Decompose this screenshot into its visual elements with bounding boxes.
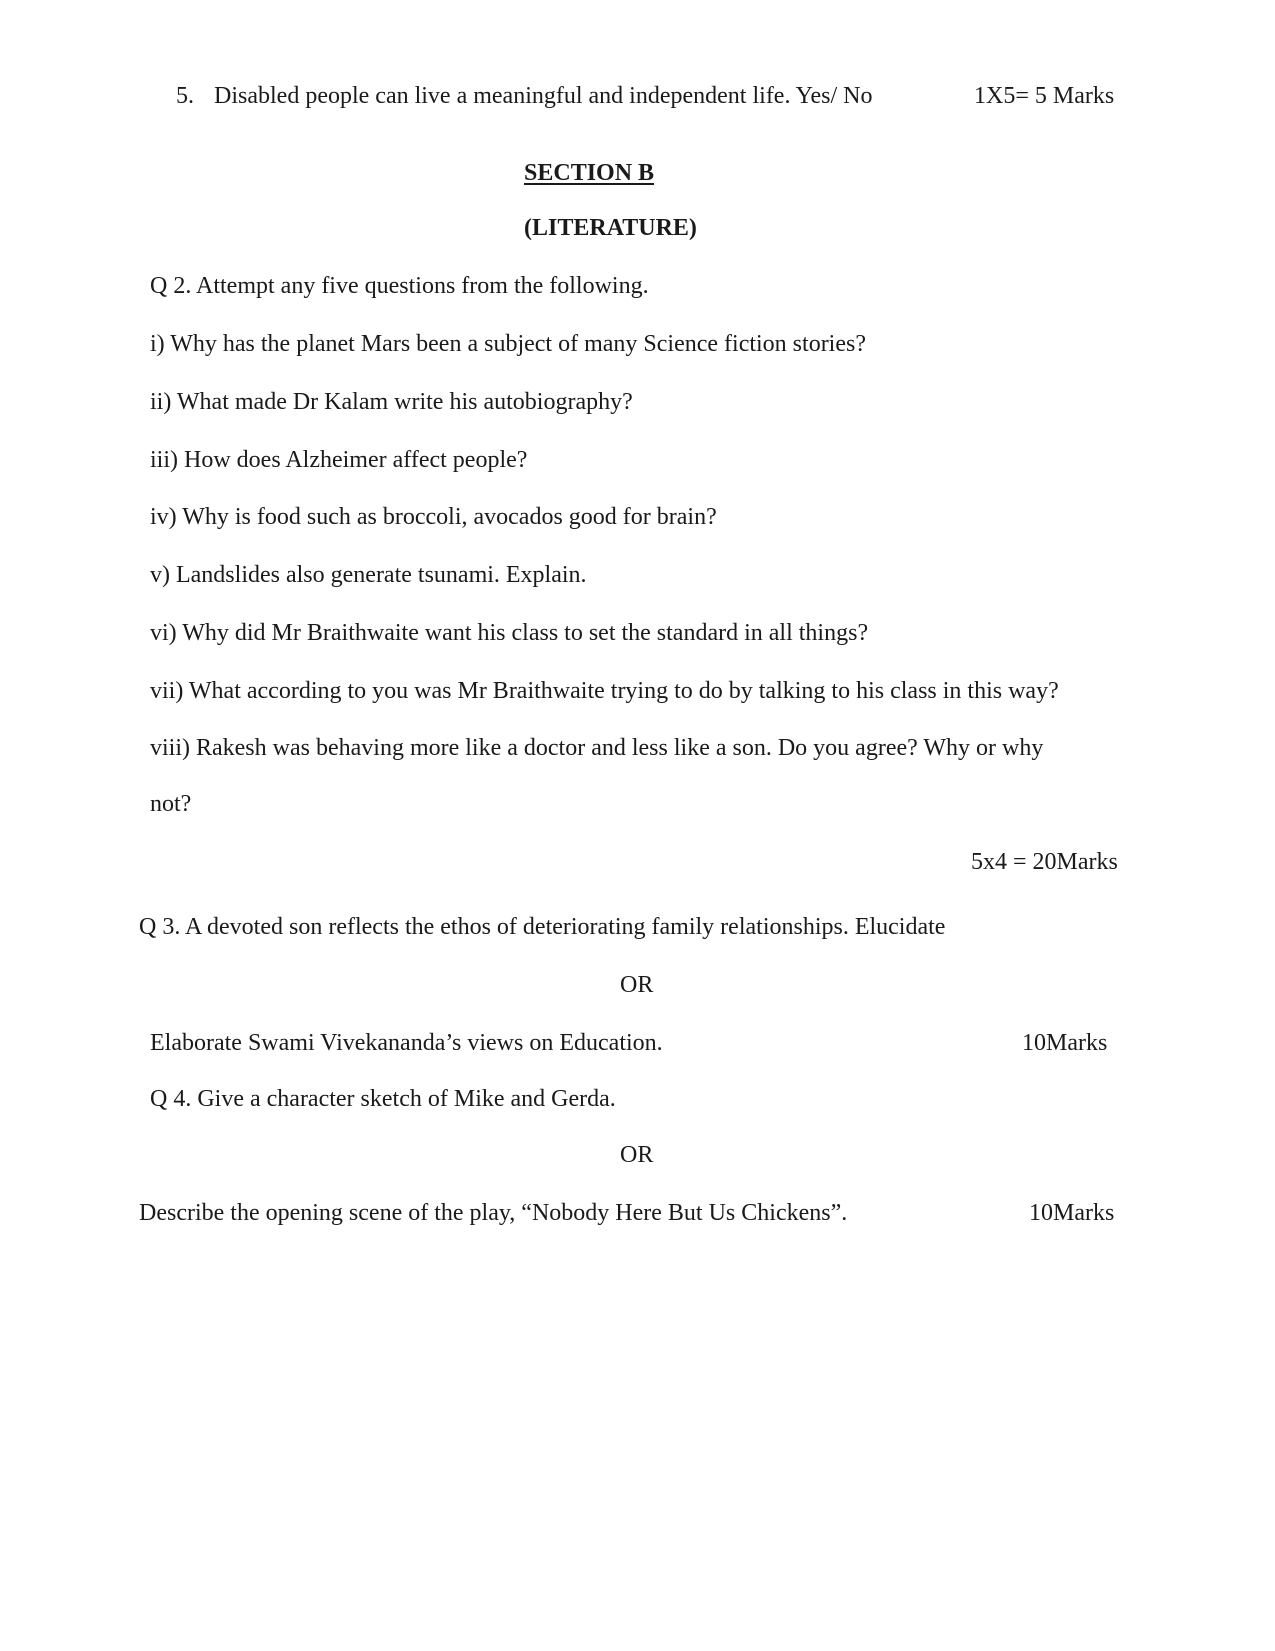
q3-alternative: Elaborate Swami Vivekananda’s views on Education. (150, 1030, 663, 1056)
q3-marks: 10Marks (1022, 1030, 1108, 1056)
q2-instruction: Q 2. Attempt any five questions from the following. (150, 273, 649, 299)
q2-item: v) Landslides also generate tsunami. Explain. (150, 562, 587, 588)
q4-or: OR (620, 1142, 654, 1168)
q2-item: ii) What made Dr Kalam write his autobiography? (150, 389, 633, 415)
item-number: 5. (176, 83, 194, 109)
q2-item: i) Why has the planet Mars been a subject of many Science fiction stories? (150, 331, 866, 357)
marks-label: 1X5= 5 Marks (974, 83, 1115, 109)
section-heading: SECTION B (524, 160, 655, 186)
q2-item: iii) How does Alzheimer affect people? (150, 447, 528, 473)
q2-item-continuation: not? (150, 791, 192, 817)
q2-marks: 5x4 = 20Marks (971, 849, 1118, 875)
q2-item: vii) What according to you was Mr Braithwaite trying to do by talking to his class in this way? (150, 678, 1059, 704)
q4-question: Q 4. Give a character sketch of Mike and Gerda. (150, 1086, 616, 1112)
q2-item: viii) Rakesh was behaving more like a doctor and less like a son. Do you agree? Why or why (150, 735, 1044, 761)
item-text: Disabled people can live a meaningful and independent life. Yes/ No (214, 83, 873, 109)
q4-marks: 10Marks (1029, 1200, 1115, 1226)
q3-question: Q 3. A devoted son reflects the ethos of deteriorating family relationships. Elucidate (139, 914, 946, 940)
section-subheading: (LITERATURE) (524, 215, 697, 241)
q2-item: vi) Why did Mr Braithwaite want his class to set the standard in all things? (150, 620, 869, 646)
q3-or: OR (620, 972, 654, 998)
q4-alternative: Describe the opening scene of the play, “Nobody Here But Us Chickens”. (139, 1200, 848, 1226)
q2-item: iv) Why is food such as broccoli, avocados good for brain? (150, 504, 717, 530)
